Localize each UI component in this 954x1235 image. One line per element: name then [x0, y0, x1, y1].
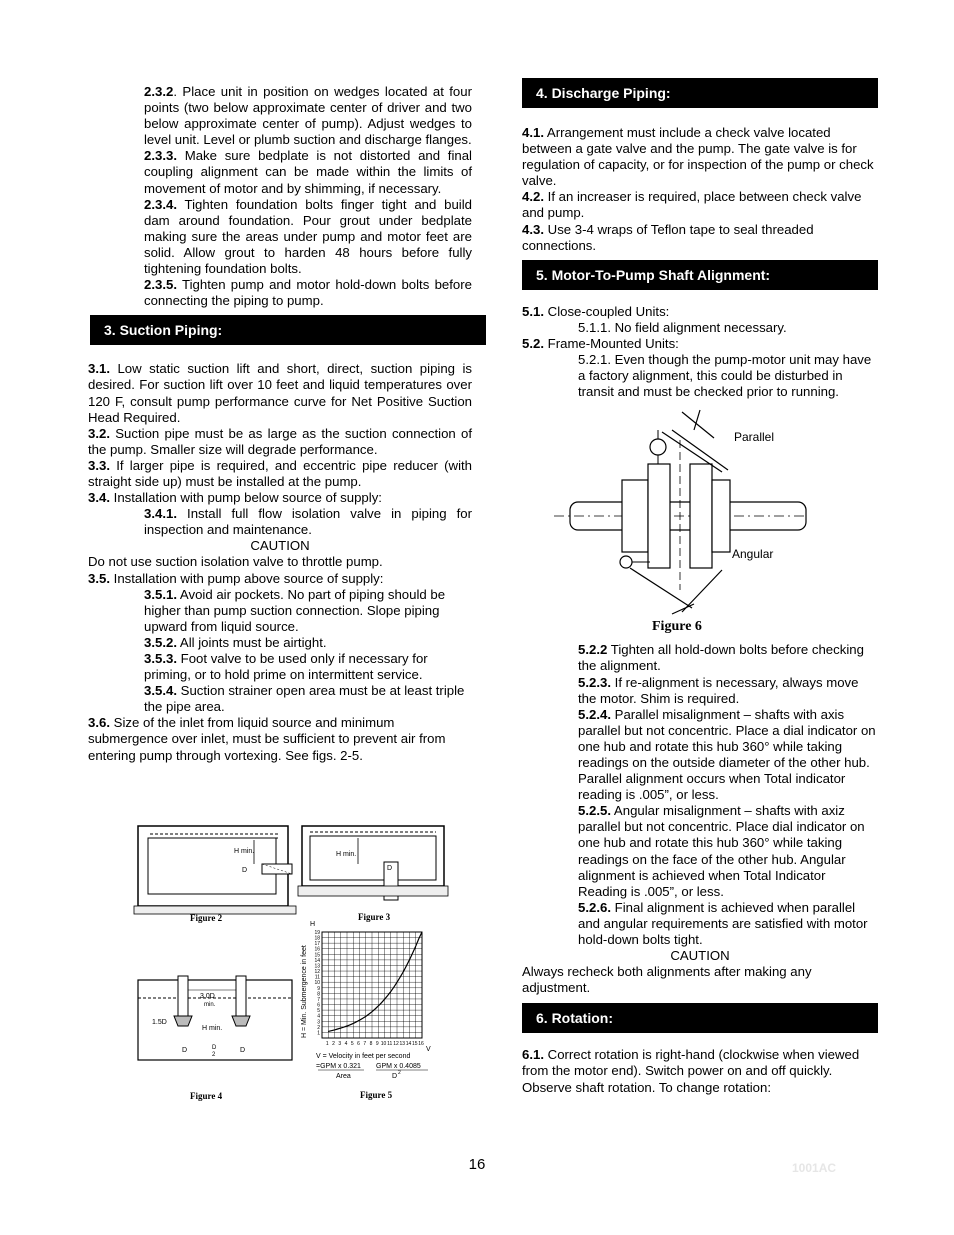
graph-x-tick: 5: [350, 1041, 354, 1047]
section-3-heading: 3. Suction Piping:: [90, 315, 486, 345]
graph-y-tick: 5: [317, 1008, 320, 1015]
para-6-1: 6.1. Correct rotation is right-hand (clockwise when viewed from the motor end). Switch power on and off quickly. Observe shaft rotation. To change rotation:: [522, 1047, 860, 1095]
graph-y-tick: 14: [314, 957, 320, 964]
figure-3-diagram: [298, 826, 448, 922]
graph-y-tick: 3: [317, 1019, 320, 1026]
graph-y-axis-label: H = Min. Submergence in feet: [301, 945, 308, 1038]
fig4-d2-num: D: [212, 1045, 217, 1051]
section-5-2-list: [522, 642, 878, 948]
graph-x-tick: 9: [375, 1041, 379, 1047]
para-3-6: 3.6. Size of the inlet from liquid source and minimum submergence over inlet, must be sufficient to prevent air from entering pump through vortexing. See figs. 2-5.: [88, 715, 446, 763]
para-4-3: 4.3. Use 3-4 wraps of Teflon tape to seal threaded connections.: [522, 221, 814, 253]
graph-formula-1-den: Area: [336, 1073, 351, 1080]
graph-formula-2: GPM x 0.4085: [376, 1063, 421, 1070]
graph-y-tick: 7: [317, 996, 320, 1003]
section-6-heading: 6. Rotation:: [522, 1003, 878, 1033]
graph-y-tick: 16: [314, 946, 320, 953]
graph-y-tick: 17: [314, 941, 320, 948]
angular-label: Angular: [732, 547, 774, 562]
fig4-d-right: D: [240, 1047, 246, 1054]
para-3-1: 3.1. Low static suction lift and short, direct, suction piping is desired. For suction lift over 10 feet and liquid temperatures over 120 F, consult pump performance curve for Net Positive Suction Head Required.: [88, 361, 472, 425]
fig3-hmin-label: H min.: [336, 851, 357, 858]
fig2-hmin-label: H min.: [234, 848, 255, 855]
fig6-caption: Figure 6: [652, 619, 702, 634]
fig4-3d-label: 3.0D: [200, 993, 215, 1000]
submergence-curve: [328, 932, 422, 1031]
caution-label-1: CAUTION: [250, 538, 310, 554]
para-2-3-5: 2.3.5. Tighten pump and motor hold-down bolts before connecting the piping to pump.: [144, 277, 472, 309]
figure-6: [522, 400, 878, 633]
graph-y-tick: 18: [314, 935, 320, 942]
para-3-4-1: 3.4.1. Install full flow isolation valve in piping for inspection and maintenance.: [144, 506, 472, 538]
para-5-2: 5.2. Frame-Mounted Units:: [522, 335, 679, 351]
caution-text-1: Do not use suction isolation valve to throttle pump.: [88, 554, 383, 570]
graph-y-ticks: [314, 930, 320, 1036]
graph-v-label: V: [426, 1046, 431, 1053]
fig4-hmin-label: H min.: [202, 1025, 223, 1032]
fig3-d-label: D: [387, 865, 393, 872]
graph-x-tick: 4: [344, 1041, 348, 1047]
graph-y-tick: 19: [314, 930, 320, 936]
para-5-2-3: 5.2.3. If re-alignment is necessary, always move the motor. Shim is required.: [578, 674, 859, 706]
para-2-3-2: 2.3.2. Place unit in position on wedges located at four points (two below approximate center of driver and two below approximate center of pump). Adjust wedges to level unit. Level or plumb suction and discharge flanges.: [144, 84, 472, 148]
fig2-caption: Figure 2: [190, 913, 223, 923]
section-5-heading: 5. Motor-To-Pump Shaft Alignment:: [522, 260, 878, 290]
section-2-3-list: [88, 84, 472, 309]
parallel-label: Parallel: [734, 430, 775, 445]
graph-y-tick: 13: [314, 963, 320, 970]
graph-x-axis-label: V = Velocity in feet per second: [316, 1053, 411, 1060]
left-column: [88, 84, 472, 764]
alignment-diagram: [522, 400, 878, 633]
figure-2-diagram: [134, 826, 296, 923]
graph-y-tick: 1: [317, 1030, 320, 1037]
figure-5-graph: [301, 921, 431, 1100]
graph-x-tick: 1: [325, 1041, 329, 1047]
graph-y-tick: 8: [317, 991, 320, 998]
graph-x-tick: 8: [369, 1041, 373, 1047]
figure-4-diagram: [138, 976, 292, 1101]
graph-x-tick: 14: [405, 1041, 412, 1047]
fig4-d-left: D: [182, 1047, 188, 1054]
para-5-2-2: 5.2.2 Tighten all hold-down bolts before checking the alignment.: [578, 642, 864, 674]
para-5-1-1: 5.1.1. No field alignment necessary.: [578, 319, 787, 335]
graph-y-tick: 15: [314, 952, 320, 959]
fig4-15d-label: 1.5D: [152, 1019, 167, 1026]
para-5-2-6: 5.2.6. Final alignment is achieved when parallel and angular requirements are satisfied with motor hold-down bolts tight.: [578, 899, 868, 947]
para-3-4: 3.4. Installation with pump below source of supply:: [88, 490, 382, 506]
fig4-min-label: min.: [204, 1002, 216, 1008]
fig2-d-label: D: [242, 867, 248, 874]
graph-x-tick: 15: [411, 1041, 418, 1047]
graph-x-tick: 3: [338, 1041, 342, 1047]
para-5-2-5: 5.2.5. Angular misalignment – shafts with axiz parallel but not concentric. Place dial indicator on one hub and rotate this hub 360° while taking readings on the face of the other hub. Angular alignment is achieved when Total Indicator Reading is .005”, or less.: [578, 803, 865, 899]
page-number: 16: [468, 1156, 486, 1173]
graph-formula-2-exp: 2: [398, 1070, 401, 1076]
para-3-5-4: 3.5.4. Suction strainer open area must be at least triple the pipe area.: [144, 683, 465, 715]
graph-x-tick: 10: [380, 1041, 387, 1047]
para-3-5: 3.5. Installation with pump above source of supply:: [88, 570, 384, 586]
graph-y-tick: 10: [314, 980, 320, 987]
graph-x-tick: 13: [399, 1041, 406, 1047]
para-3-5-2: 3.5.2. All joints must be airtight.: [144, 634, 327, 650]
para-5-2-1: 5.2.1. Even though the pump-motor unit may have a factory alignment, this could be disturbed in transit and must be checked prior to running.: [578, 352, 872, 400]
para-3-5-3: 3.5.3. Foot valve to be used only if necessary for priming, or to hold prime on intermittent service.: [144, 651, 428, 683]
graph-y-tick: 9: [317, 985, 320, 992]
para-3-5-1: 3.5.1. Avoid air pockets. No part of piping should be higher than pump suction connection. Slope piping upward from liquid source.: [144, 586, 446, 634]
graph-y-tick: 11: [314, 974, 320, 981]
graph-x-tick: 2: [332, 1041, 335, 1047]
section-3-5-list: [88, 587, 472, 716]
para-2-3-4: 2.3.4. Tighten foundation bolts finger tight and build dam around foundation. Pour grout under bedplate making sure the areas under pump and motor feet are solid. Allow grout to harden 48 hours before fully tightening foundation bolts.: [144, 196, 472, 277]
graph-x-tick: 7: [363, 1041, 367, 1047]
graph-y-tick: 12: [314, 969, 320, 976]
figures-2-5: [130, 820, 460, 1120]
graph-x-tick: 6: [357, 1041, 360, 1047]
graph-formula-2-den: D: [392, 1073, 398, 1080]
para-4-2: 4.2. If an increaser is required, place between check valve and pump.: [522, 189, 862, 221]
fig3-caption: Figure 3: [358, 912, 391, 922]
document-code: 1001AC: [792, 1161, 837, 1175]
right-column: [522, 78, 878, 1096]
caution-text-2: Always recheck both alignments after making any adjustment.: [522, 964, 812, 996]
para-4-1: 4.1. Arrangement must include a check valve located between a gate valve and the pump. The gate valve is for regulation of capacity, or for inspection of the pump or check valve.: [522, 125, 874, 189]
section-4-heading: 4. Discharge Piping:: [522, 78, 878, 108]
para-5-1: 5.1. Close-coupled Units:: [522, 303, 670, 319]
graph-x-tick: 11: [387, 1041, 393, 1047]
graph-x-ticks: [326, 1041, 424, 1047]
graph-x-tick: 12: [393, 1041, 399, 1047]
para-5-2-4: 5.2.4. Parallel misalignment – shafts with axis parallel but not concentric. Place a dial indicator on one hub and rotate this hub 360° while taking readings on the outside diameter of the other hub. Parallel alignment occurs when Total indicator reading is .005”, or less.: [578, 706, 876, 803]
graph-h-label: H: [310, 921, 316, 928]
fig4-d2-den: 2: [212, 1052, 216, 1058]
graph-formula-1: =GPM x 0.321: [316, 1063, 361, 1070]
graph-y-tick: 2: [317, 1024, 320, 1031]
fig4-caption: Figure 4: [190, 1091, 223, 1101]
para-3-3: 3.3. If larger pipe is required, and eccentric pipe reducer (with straight side up) must be installed at the pump.: [88, 457, 472, 489]
graph-x-tick: 16: [418, 1041, 424, 1047]
fig5-caption: Figure 5: [360, 1090, 393, 1100]
graph-y-tick: 4: [317, 1013, 320, 1020]
caution-label-2: CAUTION: [670, 948, 730, 964]
graph-grid: [322, 932, 422, 1038]
para-2-3-3: 2.3.3. Make sure bedplate is not distorted and final coupling alignment can be made within the limits of movement of motor and by shimming, if necessary.: [144, 148, 472, 196]
para-3-2: 3.2. Suction pipe must be as large as the suction connection of the pump. Smaller size will degrade performance.: [88, 425, 472, 457]
graph-y-tick: 6: [317, 1002, 320, 1009]
